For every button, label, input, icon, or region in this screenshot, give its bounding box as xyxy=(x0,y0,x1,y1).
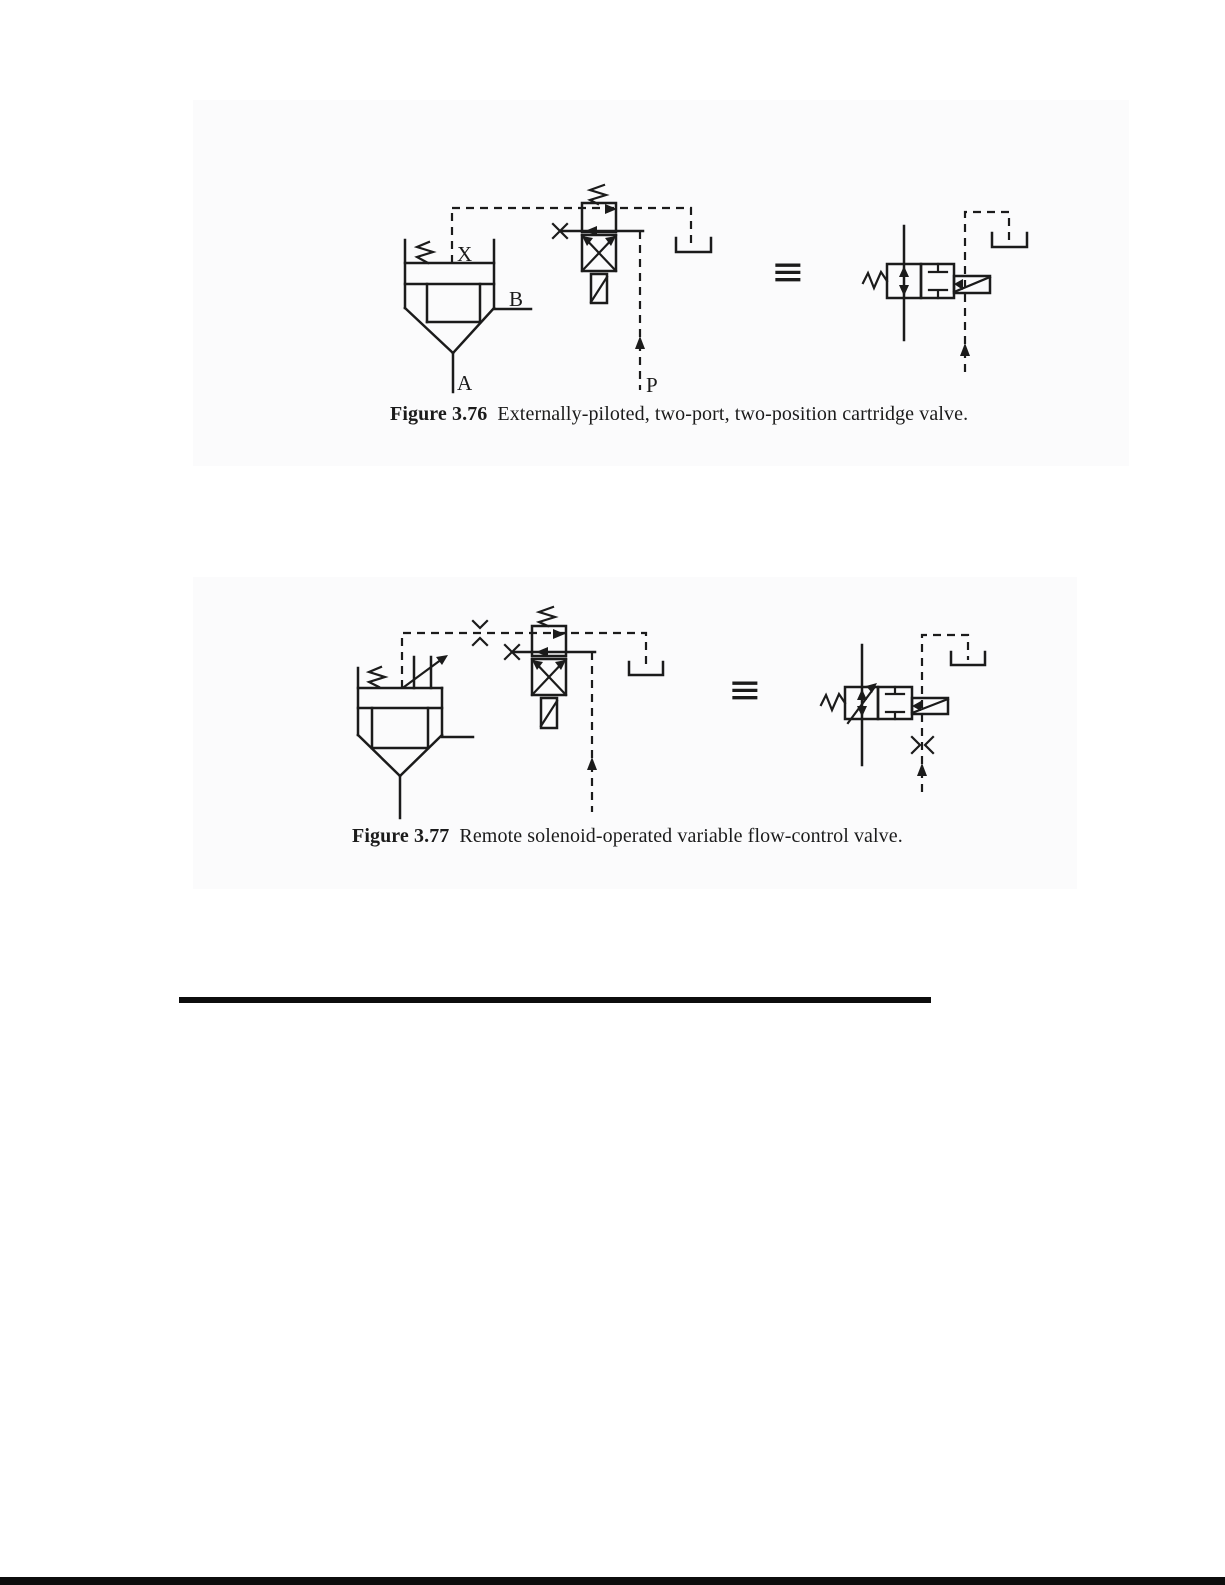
up-arrow-icon xyxy=(587,757,597,770)
equivalent-flow-control-valve-symbol xyxy=(821,645,948,765)
tank-icon xyxy=(676,238,711,252)
blocked-ports-icon xyxy=(886,687,904,719)
spring-icon xyxy=(590,185,606,204)
figure-3-77-panel xyxy=(193,577,1077,889)
spring-icon xyxy=(821,694,845,710)
up-arrow-icon xyxy=(917,763,927,776)
figure-caption xyxy=(352,825,903,848)
orifice-icon xyxy=(473,621,487,628)
orifice-icon xyxy=(473,638,487,645)
port-b-label: B xyxy=(509,287,524,311)
adjust-arrow-icon xyxy=(436,655,448,665)
pilot-supply-line xyxy=(587,652,597,812)
figure-number: Figure 3.76 xyxy=(390,403,488,425)
port-x-label: X xyxy=(457,242,473,266)
spring-icon xyxy=(539,607,555,626)
equivalence-sign: ≡ xyxy=(728,667,762,713)
up-arrow-icon xyxy=(899,266,909,277)
port-p-label: P xyxy=(646,373,658,397)
down-arrow-icon xyxy=(899,285,909,296)
restrictor-icon xyxy=(912,737,920,753)
up-arrow-icon xyxy=(960,343,970,356)
figure-caption xyxy=(390,403,968,426)
figure-number: Figure 3.77 xyxy=(352,825,450,847)
spring-icon xyxy=(863,272,887,288)
restrictor-icon xyxy=(925,737,933,753)
port-a-label: A xyxy=(457,371,473,395)
equivalent-two-port-valve-symbol xyxy=(863,226,990,340)
figure-title: Remote solenoid-operated variable flow-control valve. xyxy=(459,825,903,847)
spring-icon xyxy=(369,667,385,687)
flow-arrow-icon xyxy=(553,629,565,639)
pilot-supply-line xyxy=(635,231,645,390)
section-divider-rule xyxy=(179,997,931,1003)
figure-3-76-panel xyxy=(193,100,1129,466)
figure-title: Externally-piloted, two-port, two-position cartridge valve. xyxy=(497,403,969,425)
pilot-valve-symbol xyxy=(553,185,643,303)
blocked-ports-icon xyxy=(929,264,947,298)
equivalence-sign: ≡ xyxy=(771,249,805,295)
spring-icon xyxy=(417,242,433,263)
page-bottom-rule xyxy=(0,1577,1225,1585)
pilot-valve-symbol xyxy=(505,607,595,728)
cartridge-valve-section-symbol xyxy=(358,655,473,818)
up-arrow-icon xyxy=(635,336,645,349)
